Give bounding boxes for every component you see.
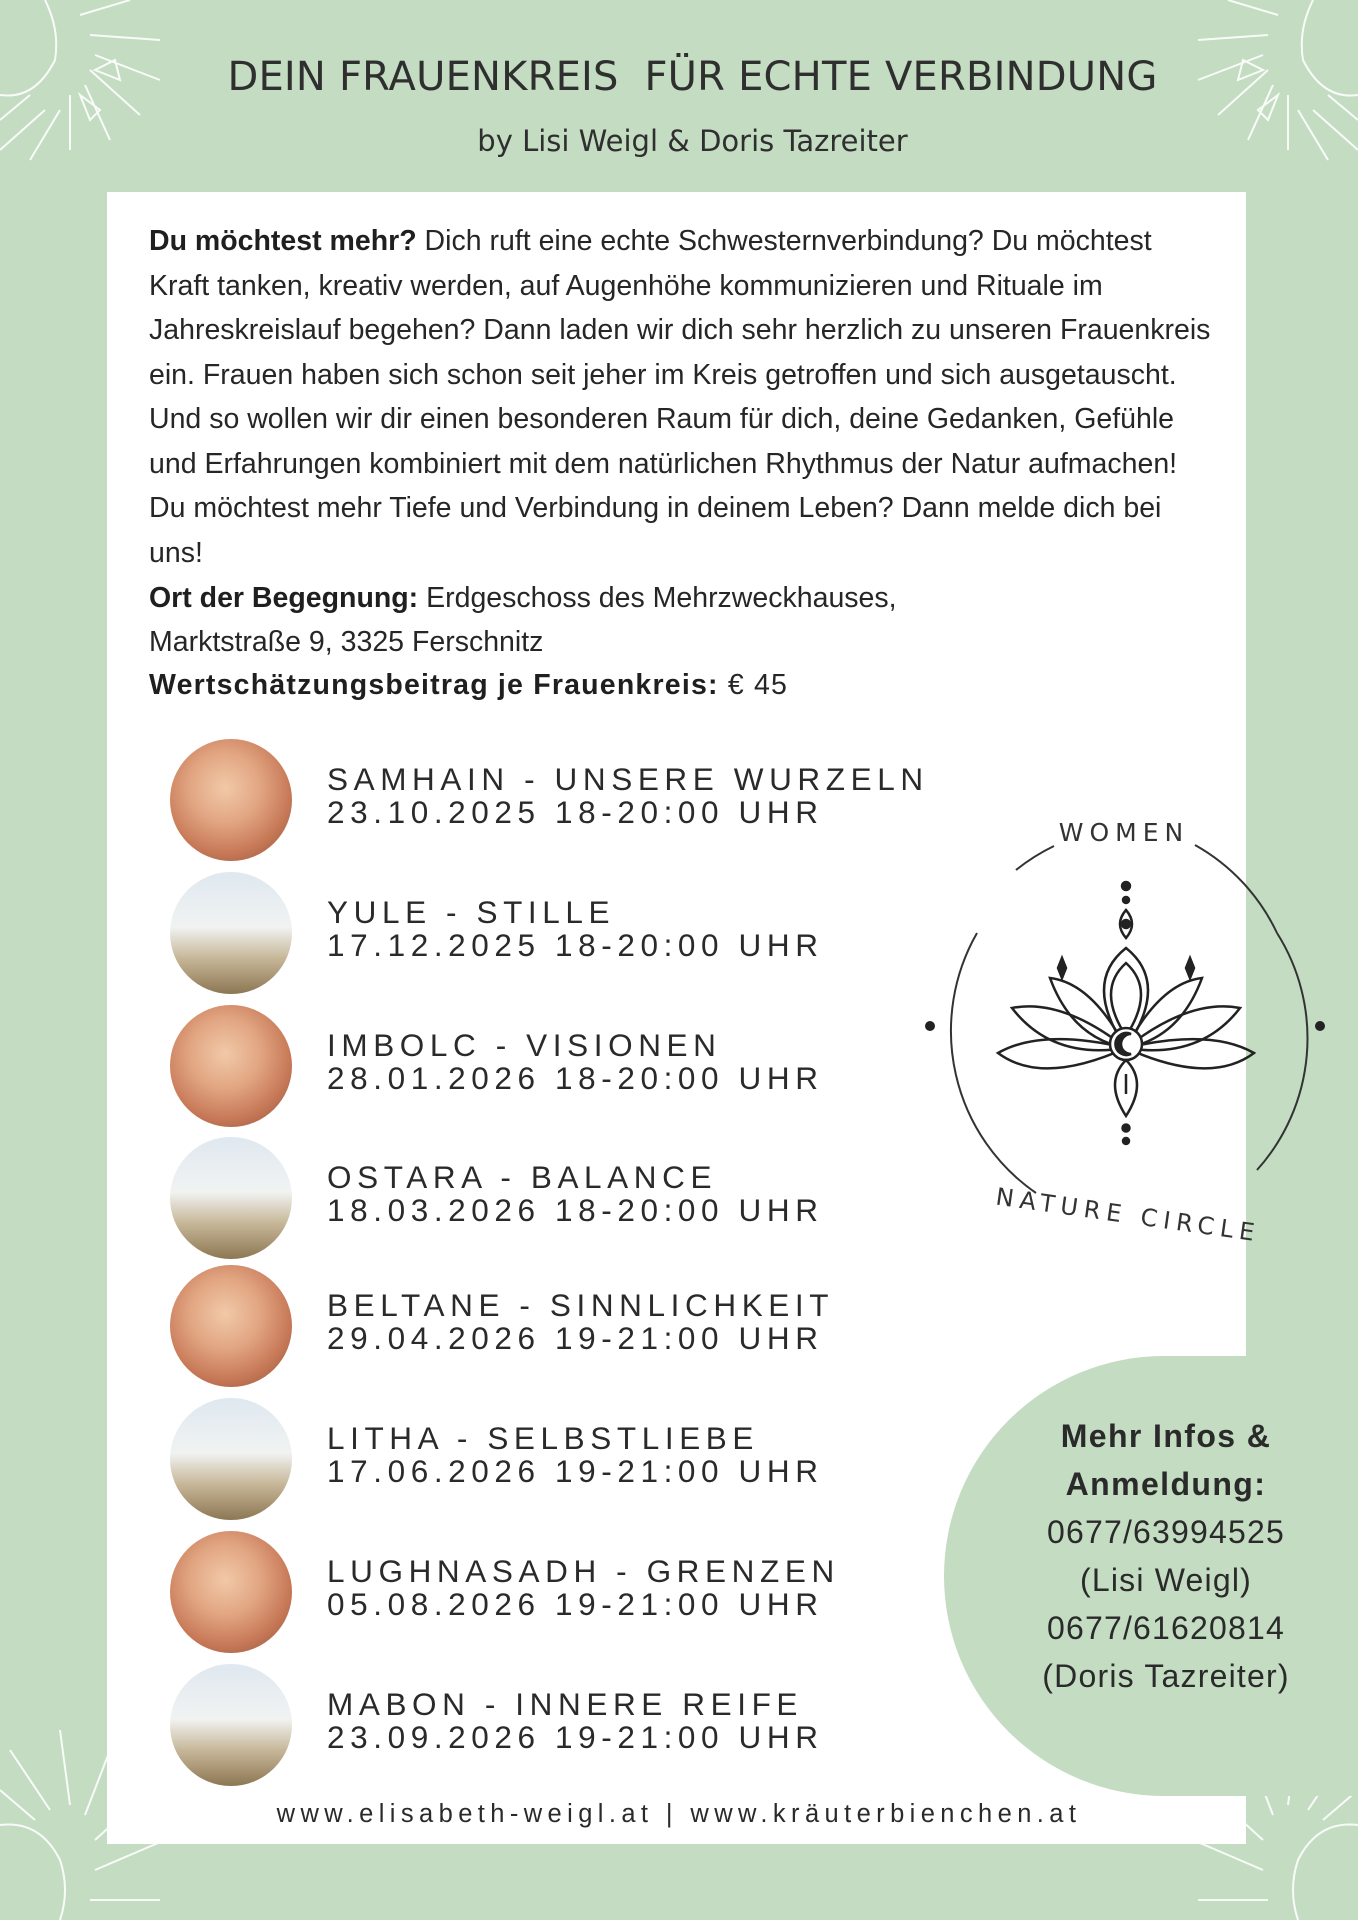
intro-lead: Du möchtest mehr?	[149, 225, 417, 257]
event-name: LUGHNASADH - GRENZEN	[327, 1553, 840, 1589]
event-name: OSTARA - BALANCE	[327, 1159, 718, 1195]
fee-value: € 45	[718, 669, 789, 701]
event-date: 17.06.2026 19-21:00 UHR	[327, 1453, 824, 1489]
page-title: DEIN FRAUENKREIS FÜR ECHTE VERBINDUNG	[227, 54, 1158, 100]
women-field-photo	[170, 1664, 292, 1786]
fee-line	[149, 669, 788, 702]
contact-phone-2[interactable]: 0677/61620814	[1046, 1610, 1286, 1646]
event-name: IMBOLC - VISIONEN	[327, 1027, 722, 1063]
event-name: LITHA - SELBSTLIEBE	[327, 1420, 760, 1456]
women-field-photo	[170, 1398, 292, 1520]
event-item	[170, 1005, 970, 1129]
event-item	[170, 1265, 970, 1389]
event-name: BELTANE - SINNLICHKEIT	[327, 1287, 835, 1323]
contact-heading-2: Anmeldung:	[1065, 1466, 1267, 1502]
event-date: 23.09.2026 19-21:00 UHR	[327, 1719, 824, 1755]
event-name: SAMHAIN - UNSERE WURZELN	[327, 761, 929, 797]
intro-body: Dich ruft eine echte Schwesternverbindung? Du möchtest Kraft tanken, kreativ werden, auf Augenhöhe kommunizieren und Rituale im Jahreskreislauf begehen? Dann laden wir dich sehr herzlich zu unseren Frauenkreis ein. Frauen haben sich schon seit jeher im Kreis getroffen und sich ausgetauscht. Und so wollen wir dir einen besonderen Raum für dich, deine Gedanken, Gefühle und Erfahrungen kombiniert mit dem natürlichen Rhythmus der Natur aufmachen! Du möchtest mehr Tiefe und Verbindung in deinem Leben? Dann melde dich bei uns!	[149, 225, 1211, 569]
event-date: 23.10.2025 18-20:00 UHR	[327, 794, 824, 830]
event-date: 05.08.2026 19-21:00 UHR	[327, 1586, 824, 1622]
footer-websites[interactable]: www.elisabeth-weigl.at | www.kräuterbienchen.at	[276, 1800, 1082, 1828]
event-item	[170, 739, 970, 863]
contact-name-2: (Doris Tazreiter)	[1042, 1658, 1290, 1694]
hands-photo	[170, 739, 292, 861]
location-line	[149, 582, 897, 615]
intro-paragraph	[149, 219, 1219, 575]
event-date: 29.04.2026 19-21:00 UHR	[327, 1320, 824, 1356]
event-date: 17.12.2025 18-20:00 UHR	[327, 927, 824, 963]
event-item	[170, 1531, 970, 1655]
location-label: Ort der Begegnung:	[149, 582, 419, 614]
event-date: 18.03.2026 18-20:00 UHR	[327, 1192, 824, 1228]
location-address-2: Marktstraße 9, 3325 Ferschnitz	[149, 626, 544, 658]
contact-phone-1[interactable]: 0677/63994525	[1046, 1514, 1286, 1550]
women-field-photo	[170, 872, 292, 994]
emblem-top-text: WOMEN	[1058, 818, 1190, 847]
page-subtitle: by Lisi Weigl & Doris Tazreiter	[477, 124, 908, 158]
lotus-moon-icon	[998, 882, 1254, 1144]
fee-label: Wertschätzungsbeitrag je Frauenkreis:	[149, 669, 719, 701]
event-item	[170, 872, 970, 996]
contact-heading-1: Mehr Infos &	[1060, 1418, 1272, 1454]
hands-photo	[170, 1531, 292, 1653]
event-name: MABON - INNERE REIFE	[327, 1686, 804, 1722]
event-item	[170, 1137, 970, 1261]
event-name: YULE - STILLE	[327, 894, 616, 930]
women-field-photo	[170, 1137, 292, 1259]
hands-photo	[170, 1265, 292, 1387]
women-nature-circle-logo	[912, 798, 1342, 1258]
hands-photo	[170, 1005, 292, 1127]
event-item	[170, 1664, 970, 1788]
emblem-bottom-text: NATURE CIRCLE	[994, 1182, 1263, 1248]
event-item	[170, 1398, 970, 1522]
contact-name-1: (Lisi Weigl)	[1079, 1562, 1253, 1598]
event-date: 28.01.2026 18-20:00 UHR	[327, 1060, 824, 1096]
location-address-1: Erdgeschoss des Mehrzweckhauses,	[418, 582, 897, 614]
